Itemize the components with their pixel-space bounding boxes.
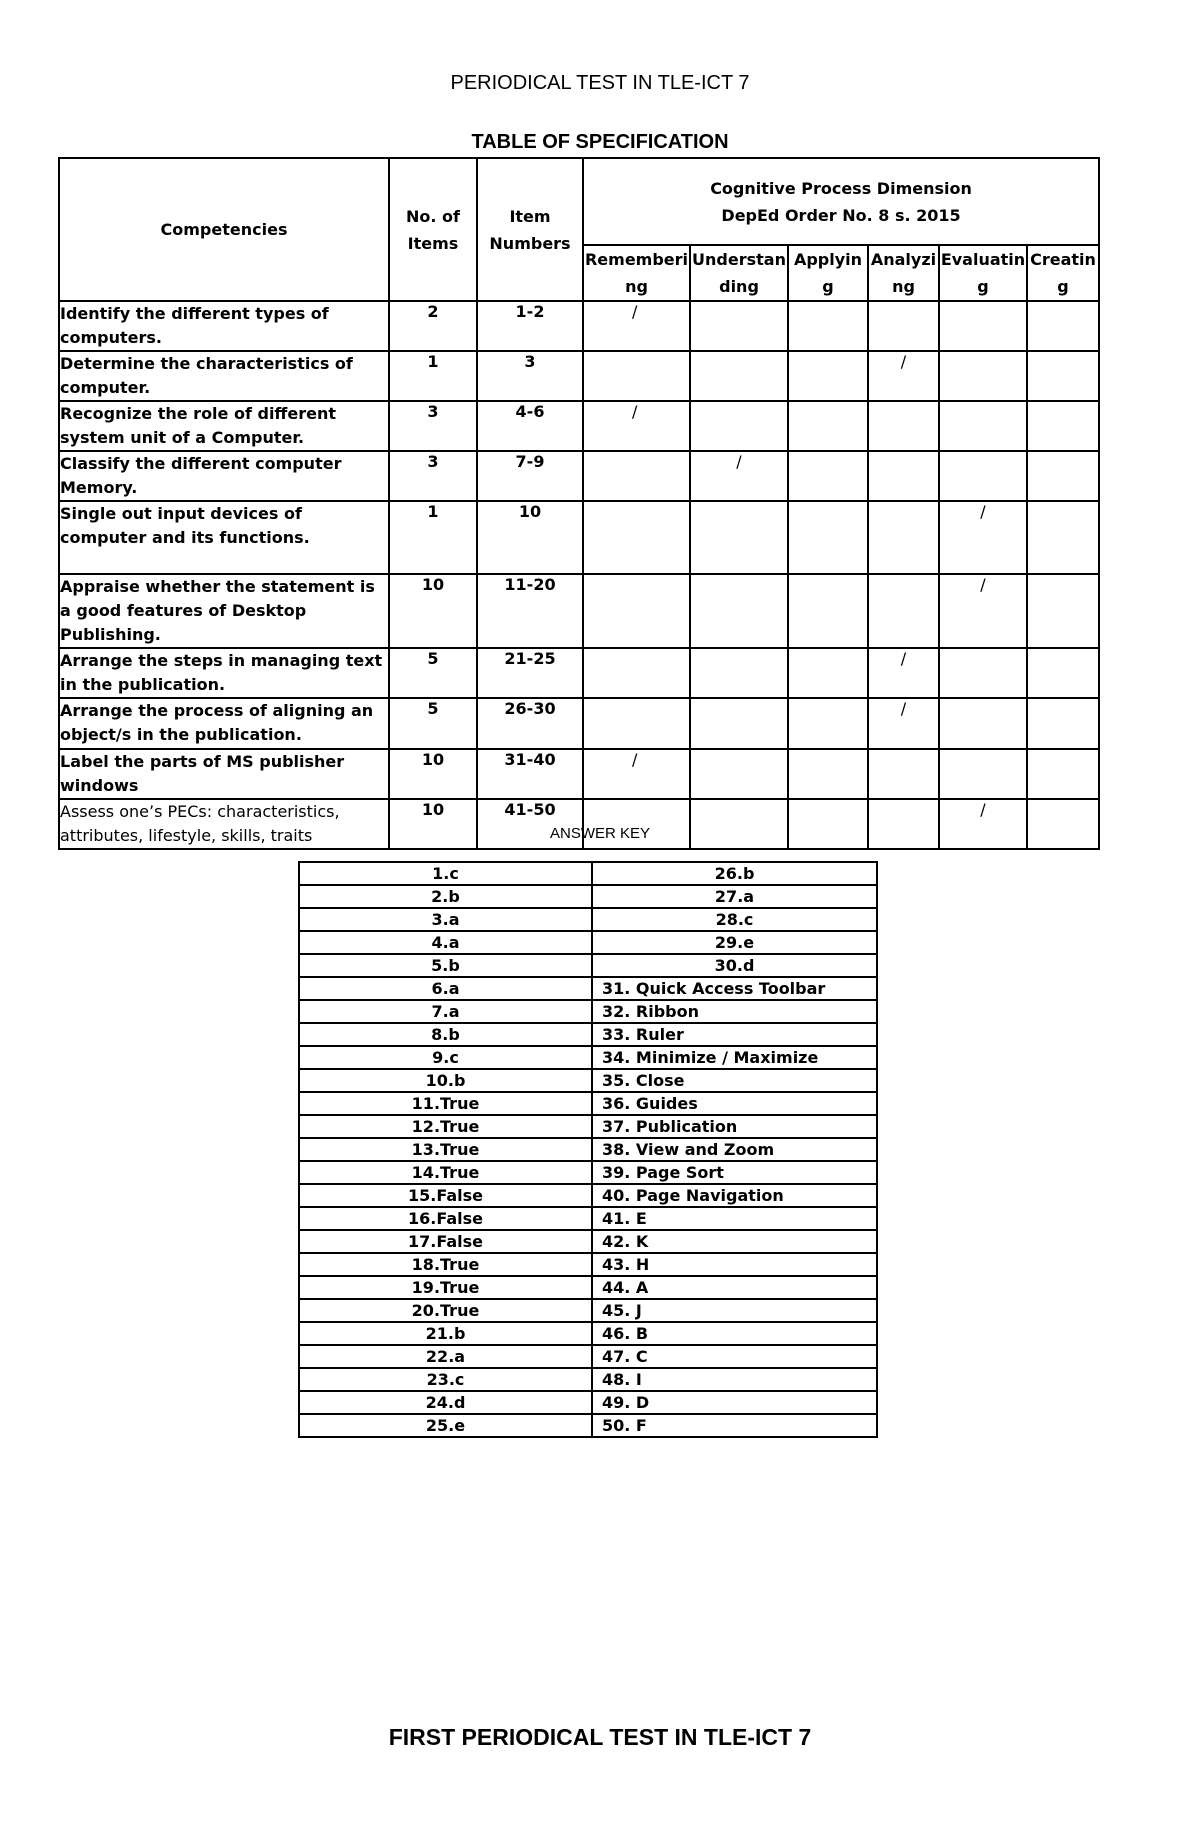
level-mark-cell <box>690 451 788 501</box>
level-mark-cell <box>939 351 1027 401</box>
item-numbers-header <box>477 158 583 301</box>
level-mark-cell <box>939 574 1027 648</box>
items-count-cell: 3 <box>389 401 477 451</box>
level-mark-cell <box>868 574 939 648</box>
item-numbers-cell: 11-20 <box>477 574 583 648</box>
table-of-specification <box>58 157 1100 850</box>
check-mark: / <box>632 750 638 769</box>
item-numbers-cell: 7-9 <box>477 451 583 501</box>
competency-cell: Arrange the process of aligning an object/s in the publication. <box>59 698 389 749</box>
items-count-cell: 3 <box>389 451 477 501</box>
level-mark-cell <box>939 698 1027 749</box>
answer-key-row <box>299 1207 877 1230</box>
level-mark-cell <box>583 749 690 799</box>
competency-cell: Identify the different types of computers. <box>59 301 389 351</box>
answer-right-cell: 30.d <box>592 954 877 977</box>
answer-right-cell: 40. Page Navigation <box>592 1184 877 1207</box>
answer-key-row <box>299 1000 877 1023</box>
competency-cell: Appraise whether the statement is a good features of Desktop Publishing. <box>59 574 389 648</box>
answer-key-table <box>298 861 878 1438</box>
answer-right-cell: 31. Quick Access Toolbar <box>592 977 877 1000</box>
items-count-cell: 2 <box>389 301 477 351</box>
level-mark-cell <box>788 749 868 799</box>
answer-right-cell: 42. K <box>592 1230 877 1253</box>
answer-right-cell: 33. Ruler <box>592 1023 877 1046</box>
answer-left-cell: 11.True <box>299 1092 592 1115</box>
items-count-cell: 10 <box>389 799 477 849</box>
tos-body <box>59 301 1099 849</box>
level-mark-cell <box>1027 749 1099 799</box>
tos-row <box>59 574 1099 648</box>
answer-left-cell: 10.b <box>299 1069 592 1092</box>
tos-row <box>59 451 1099 501</box>
competency-cell: Classify the different computer Memory. <box>59 451 389 501</box>
competency-cell: Determine the characteristics of computer. <box>59 351 389 401</box>
level-mark-cell <box>868 451 939 501</box>
item-numbers-cell: 1-2 <box>477 301 583 351</box>
level-mark-cell <box>583 351 690 401</box>
competency-cell: Assess one’s PECs: characteristics, attributes, lifestyle, skills, traits <box>59 799 389 849</box>
answer-key-row <box>299 1230 877 1253</box>
check-mark: / <box>900 699 907 718</box>
item-numbers-header-line2: Numbers <box>489 233 571 253</box>
answer-left-cell: 20.True <box>299 1299 592 1322</box>
level-mark-cell <box>690 648 788 698</box>
items-count-cell: 5 <box>389 648 477 698</box>
level-mark-cell <box>1027 501 1099 574</box>
answer-key-row <box>299 1069 877 1092</box>
answer-left-cell: 14.True <box>299 1161 592 1184</box>
answer-left-cell: 22.a <box>299 1345 592 1368</box>
no-of-items-header-line2: Items <box>407 233 459 253</box>
check-mark: / <box>632 302 638 321</box>
level-mark-cell <box>868 501 939 574</box>
answer-right-cell: 35. Close <box>592 1069 877 1092</box>
level-mark-cell <box>939 501 1027 574</box>
answer-key-row <box>299 1184 877 1207</box>
level-mark-cell <box>939 301 1027 351</box>
answer-left-cell: 19.True <box>299 1276 592 1299</box>
level-mark-cell <box>788 351 868 401</box>
level-mark-cell <box>788 698 868 749</box>
answer-key-row <box>299 862 877 885</box>
answer-left-cell: 1.c <box>299 862 592 885</box>
level-mark-cell <box>583 301 690 351</box>
answer-key-row <box>299 1092 877 1115</box>
item-numbers-cell: 26-30 <box>477 698 583 749</box>
answer-key-row <box>299 1368 877 1391</box>
answer-left-cell: 2.b <box>299 885 592 908</box>
answer-right-cell: 47. C <box>592 1345 877 1368</box>
answer-left-cell: 23.c <box>299 1368 592 1391</box>
answer-right-cell: 46. B <box>592 1322 877 1345</box>
level-mark-cell <box>868 301 939 351</box>
item-numbers-cell: 4-6 <box>477 401 583 451</box>
check-mark: / <box>980 502 986 521</box>
level-mark-cell <box>690 401 788 451</box>
answer-left-cell: 24.d <box>299 1391 592 1414</box>
check-mark: / <box>900 352 907 371</box>
answer-left-cell: 13.True <box>299 1138 592 1161</box>
deped-order-reference: DepEd Order No. 8 s. 2015 <box>721 205 961 225</box>
answer-key-row <box>299 1115 877 1138</box>
answer-key-label: ANSWER KEY <box>549 825 651 842</box>
level-mark-cell <box>583 648 690 698</box>
answer-right-cell: 29.e <box>592 931 877 954</box>
item-numbers-cell: 3 <box>477 351 583 401</box>
level-mark-cell <box>1027 351 1099 401</box>
level-mark-cell <box>1027 301 1099 351</box>
answer-left-cell: 16.False <box>299 1207 592 1230</box>
level-remembering: Remembering <box>583 245 690 301</box>
level-applying: Applying <box>788 245 868 301</box>
answer-key-body <box>299 862 877 1437</box>
no-of-items-header <box>389 158 477 301</box>
level-mark-cell <box>1027 451 1099 501</box>
answer-key-row <box>299 1046 877 1069</box>
level-mark-cell <box>690 301 788 351</box>
items-count-cell: 5 <box>389 698 477 749</box>
competency-cell: Arrange the steps in managing text in the publication. <box>59 648 389 698</box>
tos-row <box>59 698 1099 749</box>
answer-key-row <box>299 885 877 908</box>
check-mark: / <box>980 575 986 594</box>
level-mark-cell <box>690 574 788 648</box>
document-title: PERIODICAL TEST IN TLE-ICT 7 <box>450 72 750 94</box>
level-mark-cell <box>868 351 939 401</box>
answer-right-cell: 38. View and Zoom <box>592 1138 877 1161</box>
level-mark-cell <box>788 451 868 501</box>
answer-key-row <box>299 908 877 931</box>
answer-right-cell: 48. I <box>592 1368 877 1391</box>
item-numbers-cell: 41-50 <box>477 799 583 849</box>
level-mark-cell <box>583 401 690 451</box>
tos-row <box>59 749 1099 799</box>
level-mark-cell <box>690 351 788 401</box>
footer-title: FIRST PERIODICAL TEST IN TLE-ICT 7 <box>388 1724 812 1750</box>
cognitive-dimension-header <box>583 158 1099 245</box>
answer-key-row <box>299 1161 877 1184</box>
level-analyzing: Analyzing <box>868 245 939 301</box>
level-mark-cell <box>583 501 690 574</box>
level-mark-cell <box>788 401 868 451</box>
table-of-specification-heading: TABLE OF SPECIFICATION <box>471 131 729 153</box>
item-numbers-cell: 31-40 <box>477 749 583 799</box>
level-mark-cell <box>1027 574 1099 648</box>
answer-key-row <box>299 977 877 1000</box>
answer-left-cell: 17.False <box>299 1230 592 1253</box>
answer-left-cell: 25.e <box>299 1414 592 1437</box>
items-count-cell: 1 <box>389 351 477 401</box>
check-mark: / <box>736 452 742 471</box>
answer-key-row <box>299 1138 877 1161</box>
level-mark-cell <box>788 574 868 648</box>
level-mark-cell <box>868 648 939 698</box>
answer-right-cell: 45. J <box>592 1299 877 1322</box>
tos-row <box>59 501 1099 574</box>
item-numbers-cell: 10 <box>477 501 583 574</box>
answer-left-cell: 3.a <box>299 908 592 931</box>
answer-key-row <box>299 931 877 954</box>
level-mark-cell <box>583 574 690 648</box>
answer-key-row <box>299 1299 877 1322</box>
item-numbers-cell: 21-25 <box>477 648 583 698</box>
level-mark-cell <box>939 401 1027 451</box>
level-mark-cell <box>1027 401 1099 451</box>
answer-key-row <box>299 954 877 977</box>
no-of-items-header-line1: No. of <box>406 206 460 226</box>
level-mark-cell <box>788 648 868 698</box>
check-mark: / <box>980 800 986 819</box>
check-mark: / <box>900 649 907 668</box>
answer-left-cell: 8.b <box>299 1023 592 1046</box>
answer-key-row <box>299 1322 877 1345</box>
competency-cell: Label the parts of MS publisher windows <box>59 749 389 799</box>
level-mark-cell <box>583 451 690 501</box>
answer-left-cell: 7.a <box>299 1000 592 1023</box>
level-mark-cell <box>868 698 939 749</box>
level-mark-cell <box>939 648 1027 698</box>
answer-right-cell: 44. A <box>592 1276 877 1299</box>
level-mark-cell <box>788 301 868 351</box>
answer-right-cell: 28.c <box>592 908 877 931</box>
answer-right-cell: 39. Page Sort <box>592 1161 877 1184</box>
level-mark-cell <box>788 501 868 574</box>
answer-right-cell: 27.a <box>592 885 877 908</box>
answer-key-row <box>299 1276 877 1299</box>
level-mark-cell <box>583 698 690 749</box>
answer-left-cell: 18.True <box>299 1253 592 1276</box>
level-evaluating: Evaluating <box>939 245 1027 301</box>
answer-right-cell: 32. Ribbon <box>592 1000 877 1023</box>
level-mark-cell <box>939 451 1027 501</box>
answer-right-cell: 43. H <box>592 1253 877 1276</box>
level-mark-cell <box>1027 648 1099 698</box>
answer-key-row <box>299 1023 877 1046</box>
tos-row <box>59 401 1099 451</box>
answer-right-cell: 26.b <box>592 862 877 885</box>
answer-left-cell: 15.False <box>299 1184 592 1207</box>
answer-right-cell: 34. Minimize / Maximize <box>592 1046 877 1069</box>
answer-right-cell: 49. D <box>592 1391 877 1414</box>
answer-left-cell: 21.b <box>299 1322 592 1345</box>
competencies-header: Competencies <box>59 158 389 301</box>
check-mark: / <box>632 402 638 421</box>
answer-right-cell: 37. Publication <box>592 1115 877 1138</box>
level-understanding: Understanding <box>690 245 788 301</box>
answer-key-row <box>299 1414 877 1437</box>
cognitive-dimension-title: Cognitive Process Dimension <box>710 178 972 198</box>
tos-row <box>59 648 1099 698</box>
answer-left-cell: 12.True <box>299 1115 592 1138</box>
level-mark-cell <box>1027 698 1099 749</box>
answer-left-cell: 9.c <box>299 1046 592 1069</box>
answer-key-row <box>299 1345 877 1368</box>
competency-cell: Single out input devices of computer and its functions. <box>59 501 389 574</box>
answer-left-cell: 5.b <box>299 954 592 977</box>
item-numbers-header-line1: Item <box>509 206 551 226</box>
level-mark-cell <box>868 401 939 451</box>
answer-key-row <box>299 1253 877 1276</box>
level-mark-cell <box>939 749 1027 799</box>
level-creating: Creating <box>1027 245 1099 301</box>
answer-left-cell: 6.a <box>299 977 592 1000</box>
answer-left-cell: 4.a <box>299 931 592 954</box>
answer-right-cell: 36. Guides <box>592 1092 877 1115</box>
items-count-cell: 1 <box>389 501 477 574</box>
tos-row <box>59 301 1099 351</box>
level-mark-cell <box>868 749 939 799</box>
tos-row <box>59 351 1099 401</box>
level-mark-cell <box>690 749 788 799</box>
answer-right-cell: 41. E <box>592 1207 877 1230</box>
items-count-cell: 10 <box>389 574 477 648</box>
level-mark-cell <box>690 698 788 749</box>
answer-right-cell: 50. F <box>592 1414 877 1437</box>
level-mark-cell <box>690 501 788 574</box>
answer-key-row <box>299 1391 877 1414</box>
items-count-cell: 10 <box>389 749 477 799</box>
competency-cell: Recognize the role of different system unit of a Computer. <box>59 401 389 451</box>
